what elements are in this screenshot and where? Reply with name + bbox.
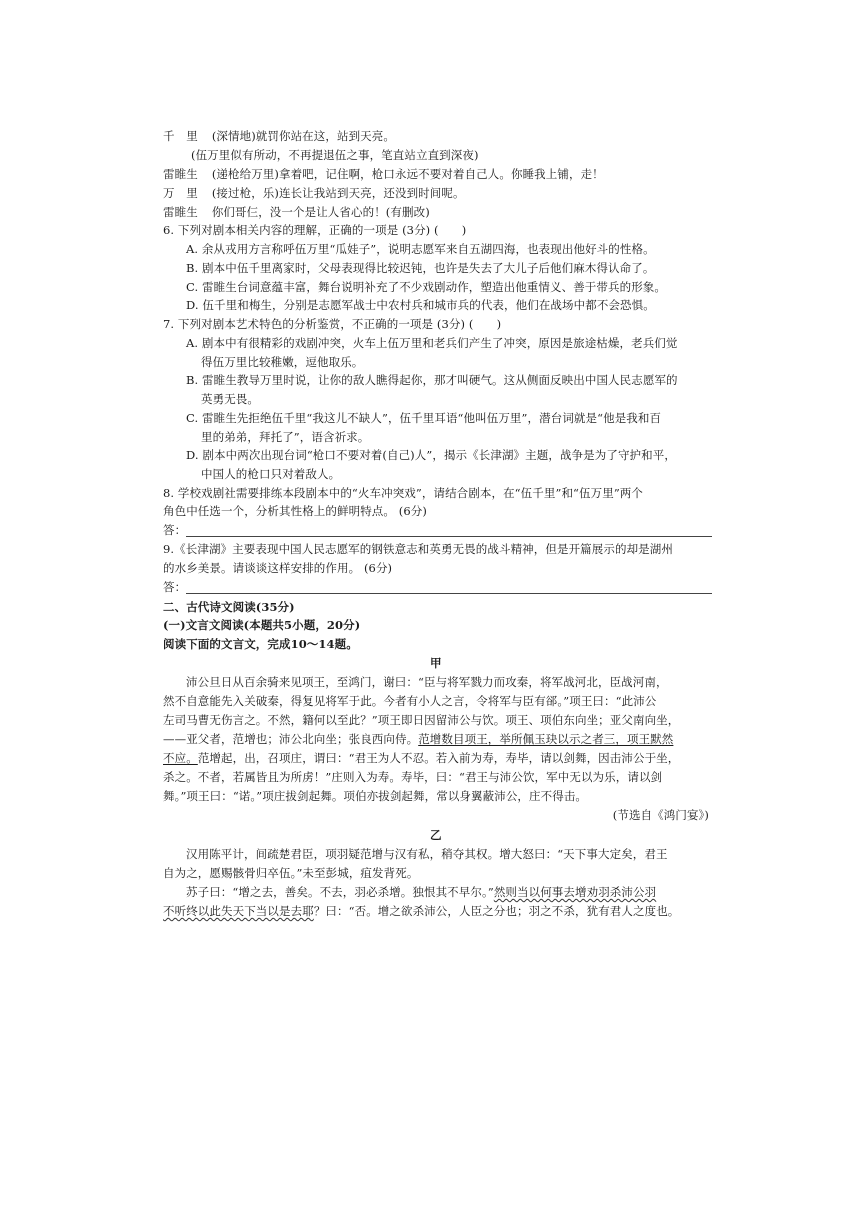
question-6-option-d: D. 伍千里和梅生，分别是志愿军战士中农村兵和城市兵的代表，他们在战场中都不会恐惧。	[186, 298, 655, 312]
dialogue: (递枪给万里)拿着吧，记住啊，枪口永远不要对着自己人。你睡我上铺，走！	[211, 167, 604, 181]
underlined-sentence-end: 不应。	[163, 751, 198, 765]
passage-text: 范增起，出，召项庄，谓曰：“君王为人不忍。若入前为寿，寿毕，请以剑舞，因击沛公于坐，	[197, 751, 680, 765]
question-7-stem: 7. 下列对剧本艺术特色的分析鉴赏，不正确的一项是 (3分) ( )	[163, 317, 502, 331]
subsection-title: (一)文言文阅读(本题共5小题，20分)	[163, 618, 361, 632]
question-8-stem-cont: 角色中任选一个，分析其性格上的鲜明特点。 (6分)	[163, 504, 427, 518]
script-line-wanli	[163, 185, 465, 201]
question-9-answer-label: 答：	[163, 580, 187, 594]
dialogue: (接过枪，乐)连长让我站到天亮，还没到时间呢。	[211, 186, 465, 200]
passage-a-line: 然不自意能先入关破秦，得复见将军于此。今者有小人之言，令将军与臣有郤。”项王曰：“此沛公	[163, 694, 657, 708]
question-9-stem: 9.《长津湖》主要表现中国人民志愿军的钢铁意志和英勇无畏的战斗精神，但是开篇展示的却是湖州	[163, 542, 673, 556]
passage-b-line	[186, 884, 656, 900]
question-6-option-b: B. 剧本中伍千里离家时，父母表现得比较迟钝，也许是失去了大儿子后他们麻木得认命了。	[186, 261, 655, 275]
question-7-option-b-cont: 英勇无畏。	[201, 392, 259, 406]
question-7-option-a-cont: 得伍万里比较稚嫩，逗他取乐。	[201, 355, 364, 369]
question-7-option-c: C. 雷睢生先拒绝伍千里“我这儿不缺人”，伍千里耳语“他叫伍万里”，潜台词就是“他是我和百	[186, 411, 662, 425]
passage-b-line: 汉用陈平计，间疏楚君臣，项羽疑范增与汉有私，稍夺其权。增大怒曰：“天下事大定矣，君王	[186, 847, 668, 861]
passage-a-line: 沛公旦日从百余骑来见项王，至鸿门，谢曰：“臣与将军戮力而攻秦，将军战河北，臣战河南，	[186, 675, 668, 689]
script-line-leisuisheng-2	[163, 204, 430, 220]
question-8-stem: 8. 学校戏剧社需要排练本段剧本中的“火车冲突戏”，请结合剧本，在“伍千里”和“伍万里”两个	[163, 486, 643, 500]
question-7-option-b: B. 雷睢生教导万里时说，让你的敌人瞧得起你，那才叫硬气。这从侧面反映出中国人民志愿军的	[186, 373, 678, 387]
speaker: 万 里	[163, 186, 198, 200]
passage-text: 苏子曰：“增之去，善矣。不去，羽必杀增。独恨其不早尔。”	[186, 885, 494, 899]
speaker: 雷睢生	[163, 167, 198, 181]
section-title: 二、古代诗文阅读(35分)	[163, 600, 295, 614]
question-6-stem: 6. 下列对剧本相关内容的理解，正确的一项是 (3分) ( )	[163, 223, 467, 237]
question-7-option-d-cont: 中国人的枪口只对着敌人。	[201, 467, 341, 481]
wavy-underlined-sentence: 然则当以何事去增劝羽杀沛公羽	[493, 885, 657, 899]
passage-text: ——亚父者，范增也；沛公北向坐；张良西向侍。	[163, 732, 419, 746]
question-9-answer-line[interactable]	[186, 593, 712, 594]
speaker: 千 里	[163, 129, 198, 143]
underlined-sentence: 范增数目项王，举所佩玉玦以示之者三，项王默然	[418, 732, 674, 746]
passage-b-heading: 乙	[430, 828, 442, 842]
question-7-option-a: A. 剧本中有很精彩的戏剧冲突，火车上伍万里和老兵们产生了冲突，原因是旅途枯燥，老兵们觉	[186, 336, 678, 350]
section-instruction: 阅读下面的文言文，完成10～14题。	[163, 637, 358, 651]
stage-direction: (伍万里似有所动，不再提退伍之事，笔直站立直到深夜)	[191, 148, 479, 162]
passage-text: ？曰：“否。增之欲杀沛公，人臣之分也；羽之不杀，犹有君人之度也。	[313, 904, 680, 918]
speaker: 雷睢生	[163, 205, 198, 219]
question-6-option-c: C. 雷睢生台词意蕴丰富，舞台说明补充了不少戏剧动作，塑造出他重情义、善于带兵的形象。	[186, 280, 666, 294]
passage-b-line: 自为之，愿赐骸骨归卒伍。”未至彭城，疽发背死。	[163, 866, 419, 880]
script-line-leisuisheng	[163, 166, 604, 182]
dialogue: 你们哥仨，没一个是让人省心的！(有删改)	[211, 205, 430, 219]
passage-b-line	[163, 903, 679, 919]
passage-a-source: (节选自《鸿门宴》)	[612, 808, 709, 822]
passage-a-line: 杀之。不者，若属皆且为所虏！”庄则入为寿。寿毕，曰：“君王与沛公饮，军中无以为乐，请以剑	[163, 770, 663, 784]
passage-a-heading: 甲	[430, 656, 442, 670]
question-9-stem-cont: 的水乡美景。请谈谈这样安排的作用。 (6分)	[163, 561, 393, 575]
question-8-answer-line[interactable]	[186, 536, 712, 537]
script-line-qianli	[163, 128, 395, 144]
question-7-option-c-cont: 里的弟弟，拜托了”，语含祈求。	[201, 430, 370, 444]
question-6-option-a: A. 余从戎用方言称呼伍万里“瓜娃子”，说明志愿军来自五湖四海，也表现出他好斗的性格。	[186, 242, 655, 256]
passage-a-line: 舞。”项王曰：“诺。”项庄拔剑起舞。项伯亦拔剑起舞，常以身翼蔽沛公，庄不得击。	[163, 789, 588, 803]
dialogue: (深情地)就罚你站在这，站到天亮。	[211, 129, 395, 143]
passage-a-line	[163, 731, 673, 747]
passage-a-line: 左司马曹无伤言之。不然，籍何以至此？”项王即日因留沛公与饮。项王、项伯东向坐；亚父南向坐，	[163, 713, 680, 727]
question-7-option-d: D. 剧本中两次出现台词“枪口不要对着(自己)人”，揭示《长津湖》主题，战争是为了守护和平，	[186, 448, 676, 462]
wavy-underlined-sentence-end: 不听终以此失天下当以是去耶	[163, 904, 314, 918]
passage-a-line	[163, 750, 679, 766]
question-8-answer-label: 答：	[163, 523, 187, 537]
